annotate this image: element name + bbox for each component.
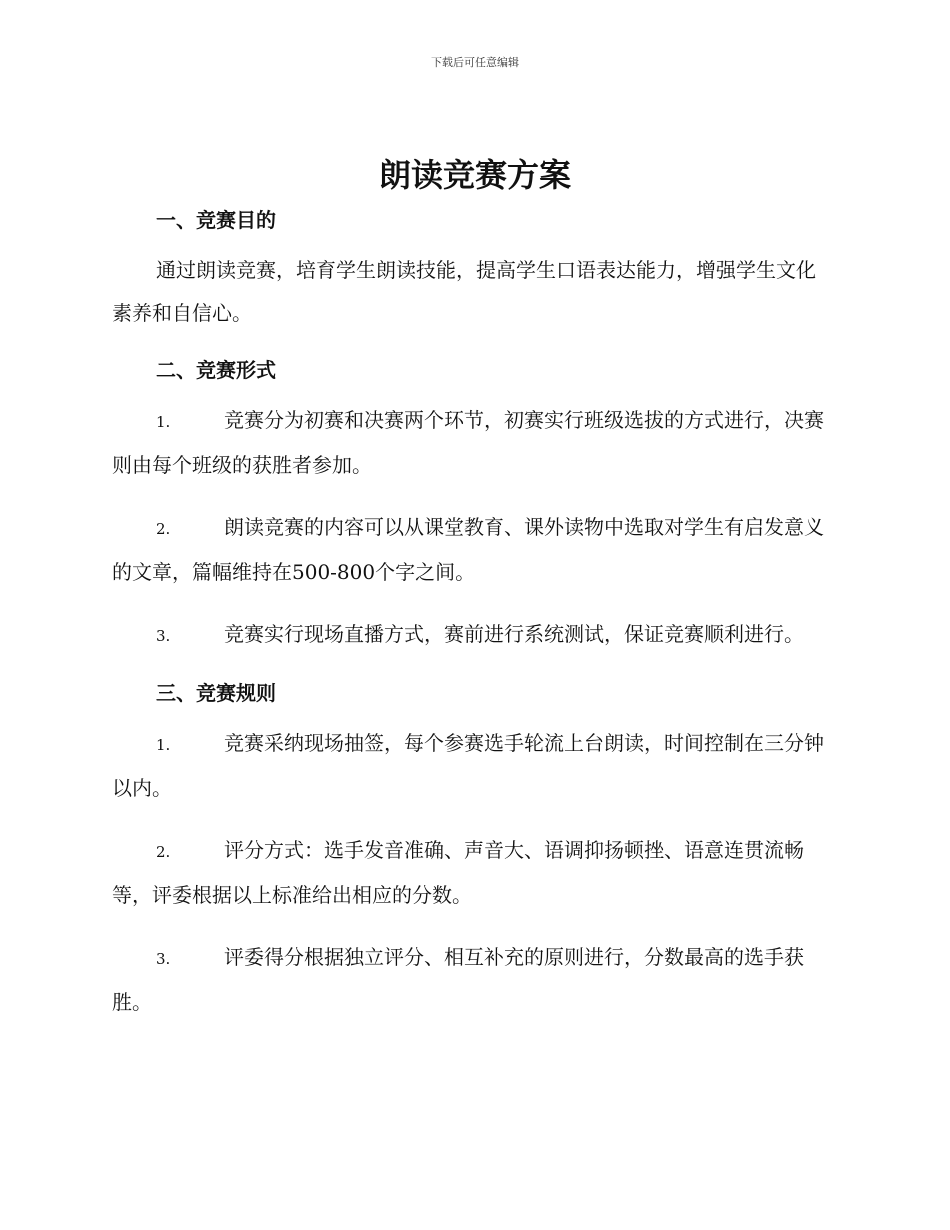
document-title: 朗读竞赛方案 [378, 156, 571, 194]
list-text: 朗读竞赛的内容可以从课堂教育、课外读物中选取对学生有启发意义的文章，篇幅维持在500-800个字之间。 [112, 515, 824, 584]
list-number: 1. [156, 736, 171, 754]
purpose-paragraph: 通过朗读竞赛，培育学生朗读技能，提高学生口语表达能力，增强学生文化素养和自信心。 [112, 258, 816, 325]
section-heading-format: 二、竞赛形式 [156, 358, 276, 382]
list-text: 竞赛分为初赛和决赛两个环节，初赛实行班级选拔的方式进行，决赛则由每个班级的获胜者参加。 [112, 408, 824, 477]
list-item [112, 613, 832, 658]
list-number: 3. [156, 627, 171, 645]
list-item [112, 722, 832, 810]
list-text: 竞赛实行现场直播方式，赛前进行系统测试，保证竞赛顺利进行。 [224, 622, 804, 646]
list-text: 竞赛采纳现场抽签，每个参赛选手轮流上台朗读，时间控制在三分钟以内。 [112, 731, 824, 800]
list-number: 3. [156, 950, 171, 968]
section-heading-purpose: 一、竞赛目的 [156, 208, 276, 232]
list-item [112, 829, 832, 917]
list-text: 评分方式：选手发音准确、声音大、语调抑扬顿挫、语意连贯流畅等，评委根据以上标准给出相应的分数。 [112, 838, 804, 907]
list-item [112, 936, 832, 1024]
list-number: 1. [156, 413, 171, 431]
list-number: 2. [156, 520, 171, 538]
page-header-note: 下载后可任意编辑 [431, 56, 519, 69]
document-body [112, 205, 832, 1024]
list-number: 2. [156, 843, 171, 861]
list-item [112, 399, 832, 487]
list-item [112, 506, 832, 594]
section-heading-rules: 三、竞赛规则 [156, 681, 276, 705]
list-text: 评委得分根据独立评分、相互补充的原则进行，分数最高的选手获胜。 [112, 945, 804, 1014]
